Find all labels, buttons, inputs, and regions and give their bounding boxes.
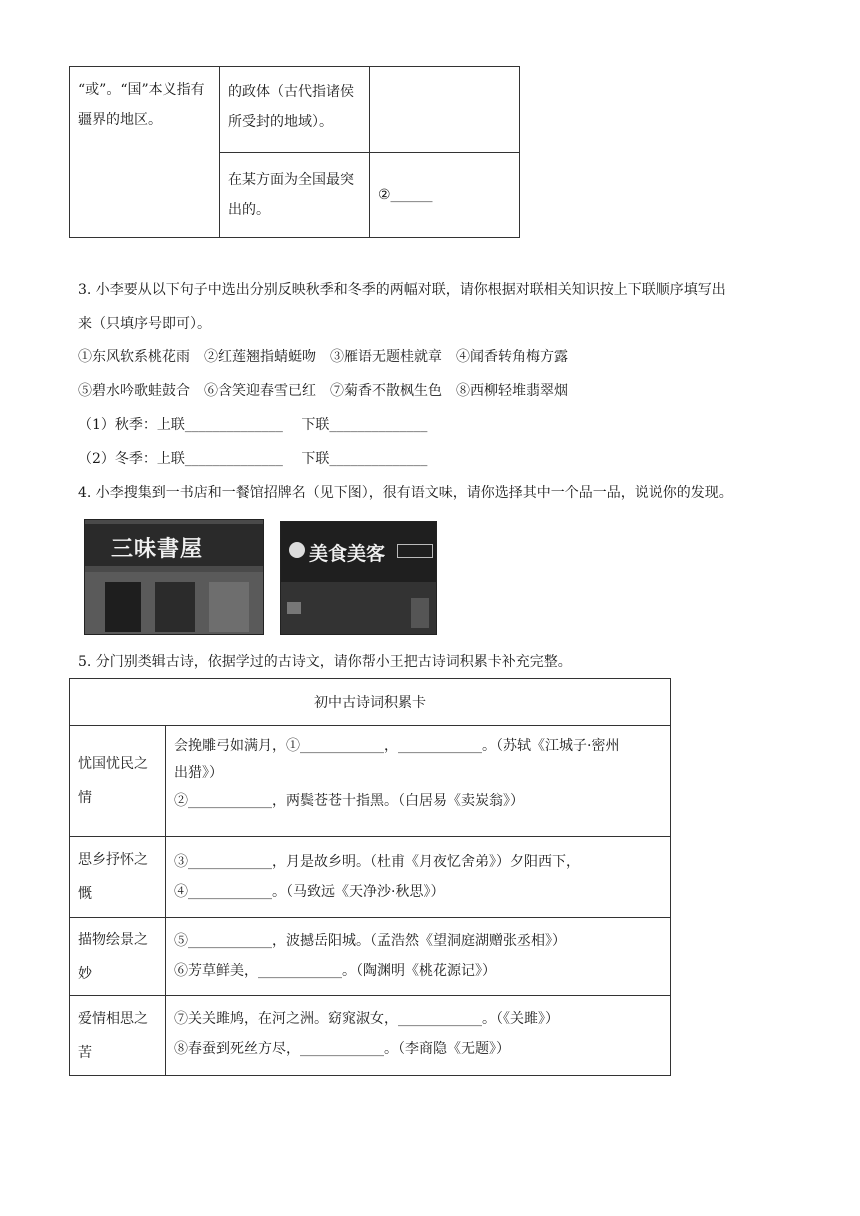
q4-stem: 4. 小李搜集到一书店和一餐馆招牌名（见下图），很有语文味，请你选择其中一个品一品，说说你的发现。 <box>78 485 733 501</box>
top-table-row1-col2-text: 的政体（古代指诸侯所受封的地域）。 <box>228 84 354 130</box>
restaurant-sign-text: 美食美客 <box>309 543 386 565</box>
top-table-row2-col2 <box>220 153 370 238</box>
category-label: 描物绘景之妙 <box>78 931 148 982</box>
category-label: 爱情相思之苦 <box>78 1010 148 1061</box>
poem-line: ⑧春蚕到死丝方尽，____________。（李商隐《无题》） <box>174 1041 510 1057</box>
poem-lines-cell <box>166 996 671 1076</box>
category-label: 思乡抒怀之慨 <box>78 852 148 902</box>
top-table-col1 <box>70 67 220 238</box>
top-table-row2-col2-text: 在某方面为全国最突出的。 <box>228 172 354 218</box>
category-cell <box>70 996 166 1076</box>
q3-stem-line2: 来（只填序号即可）。 <box>78 316 211 332</box>
top-table-row1-col2 <box>220 67 370 153</box>
poem-lines-cell <box>166 837 671 918</box>
top-table-row1-col3 <box>370 67 520 153</box>
q3-options-line2: ⑤碧水吟歌蛙鼓合 ⑥含笑迎春雪已红 ⑦菊香不散枫生色 ⑧西柳轻堆翡翠烟 <box>78 383 568 399</box>
poem-line: ⑥芳草鲜美，____________。（陶渊明《桃花源记》） <box>174 963 496 979</box>
poem-line: ⑤____________，波撼岳阳城。（孟浩然《望洞庭湖赠张丞相》） <box>174 933 566 949</box>
top-table-col1-text: “或”。“国”本义指有疆界的地区。 <box>78 82 205 128</box>
poem-line: ③____________，月是故乡明。（杜甫《月夜忆舍弟》）夕阳西下， <box>174 854 580 870</box>
q3-answer-autumn: （1）秋季：上联______________ 下联______________ <box>78 417 428 433</box>
restaurant-sign-photo <box>280 521 437 635</box>
top-table-answer-blank: ②______ <box>378 187 433 203</box>
bookstore-sign-photo <box>84 519 264 635</box>
q5-stem: 5. 分门别类辑古诗，依据学过的古诗文，请你帮小王把古诗词积累卡补充完整。 <box>78 654 572 670</box>
poem-lines-cell <box>166 918 671 996</box>
poetry-card-table <box>69 678 671 1076</box>
poem-line: ⑦关关雎鸠，在河之洲。窈窕淑女，____________。（《关雎》） <box>174 1011 559 1027</box>
bookstore-sign-text: 三味書屋 <box>111 536 204 562</box>
category-cell <box>70 726 166 837</box>
poem-line: 会挽雕弓如满月，①____________，____________。（苏轼《江城子·密州 <box>174 738 620 754</box>
poetry-card-title: 初中古诗词积累卡 <box>314 695 426 711</box>
restaurant-logo-icon <box>289 542 305 558</box>
category-cell <box>70 918 166 996</box>
top-table-row2-col3 <box>370 153 520 238</box>
q3-options-line1: ①东风软系桃花雨 ②红莲翘指蜻蜓吻 ③雁语无题桂就章 ④闻香转角梅方露 <box>78 349 568 365</box>
poetry-card-title-cell <box>70 679 671 726</box>
q3-stem-line1: 3. 小李要从以下句子中选出分别反映秋季和冬季的两幅对联，请你根据对联相关知识按上下联顺序填写出 <box>78 282 726 298</box>
top-table <box>69 66 520 238</box>
category-label: 忧国忧民之情 <box>78 756 148 806</box>
poem-line: ④____________。（马致远《天净沙·秋思》） <box>174 884 445 900</box>
category-cell <box>70 837 166 918</box>
poem-line: ②____________，两鬓苍苍十指黑。（白居易《卖炭翁》） <box>174 793 524 809</box>
poem-lines-cell <box>166 726 671 837</box>
poem-line: 出猎》） <box>174 765 223 781</box>
q3-answer-winter: （2）冬季：上联______________ 下联______________ <box>78 451 428 467</box>
